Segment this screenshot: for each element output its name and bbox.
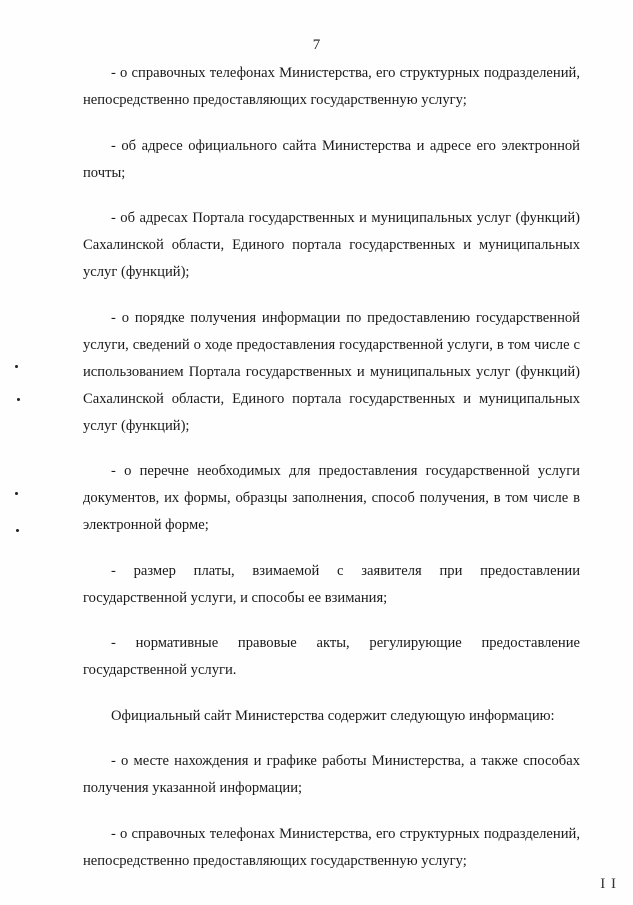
paragraph-info-procedure: - о порядке получения информации по предоставлению государственной услуги, сведений о ходе предоставления государственной услуги, в том числе с использованием Портала государственных и муниципальных услуг (функций) Сахалинской области, Единого портала государственных и муниципальных услуг (функций); [83,309,580,434]
page-number: 7 [312,37,321,53]
scan-speck [15,492,18,495]
scan-speck [15,365,18,368]
paragraph-portal-addresses: - об адресах Портала государственных и муниципальных услуг (функций) Сахалинской области, Единого портала государственных и муниципальных услуг (функций); [83,210,580,280]
document-body [83,60,580,893]
scan-speck [17,398,20,401]
paragraph-website-contents: Официальный сайт Министерства содержит следующую информацию: [111,707,555,724]
paragraph-documents-list: - о перечне необходимых для предоставления государственной услуги документов, их формы, образцы заполнения, способ получения, в том числе в электронной форме; [83,463,580,533]
scan-speck [16,529,19,532]
corner-mark: I I [600,876,617,892]
paragraph-location-schedule: - о месте нахождения и графике работы Министерства, а также способах получения указанной информации; [83,753,580,796]
paragraph-website-email: - об адресе официального сайта Министерства и адресе его электронной почты; [83,137,580,181]
paragraph-fee: - размер платы, взимаемой с заявителя при предоставлении государственной услуги, и способы ее взимания; [83,562,580,606]
paragraph-legal-acts: - нормативные правовые акты, регулирующие предоставление государственной услуги. [83,635,580,678]
paragraph-phones-repeat: - о справочных телефонах Министерства, его структурных подразделений, непосредственно предоставляющих государственную услугу; [83,825,580,869]
paragraph-phones: - о справочных телефонах Министерства, его структурных подразделений, непосредственно предоставляющих государственную услугу; [83,65,580,108]
